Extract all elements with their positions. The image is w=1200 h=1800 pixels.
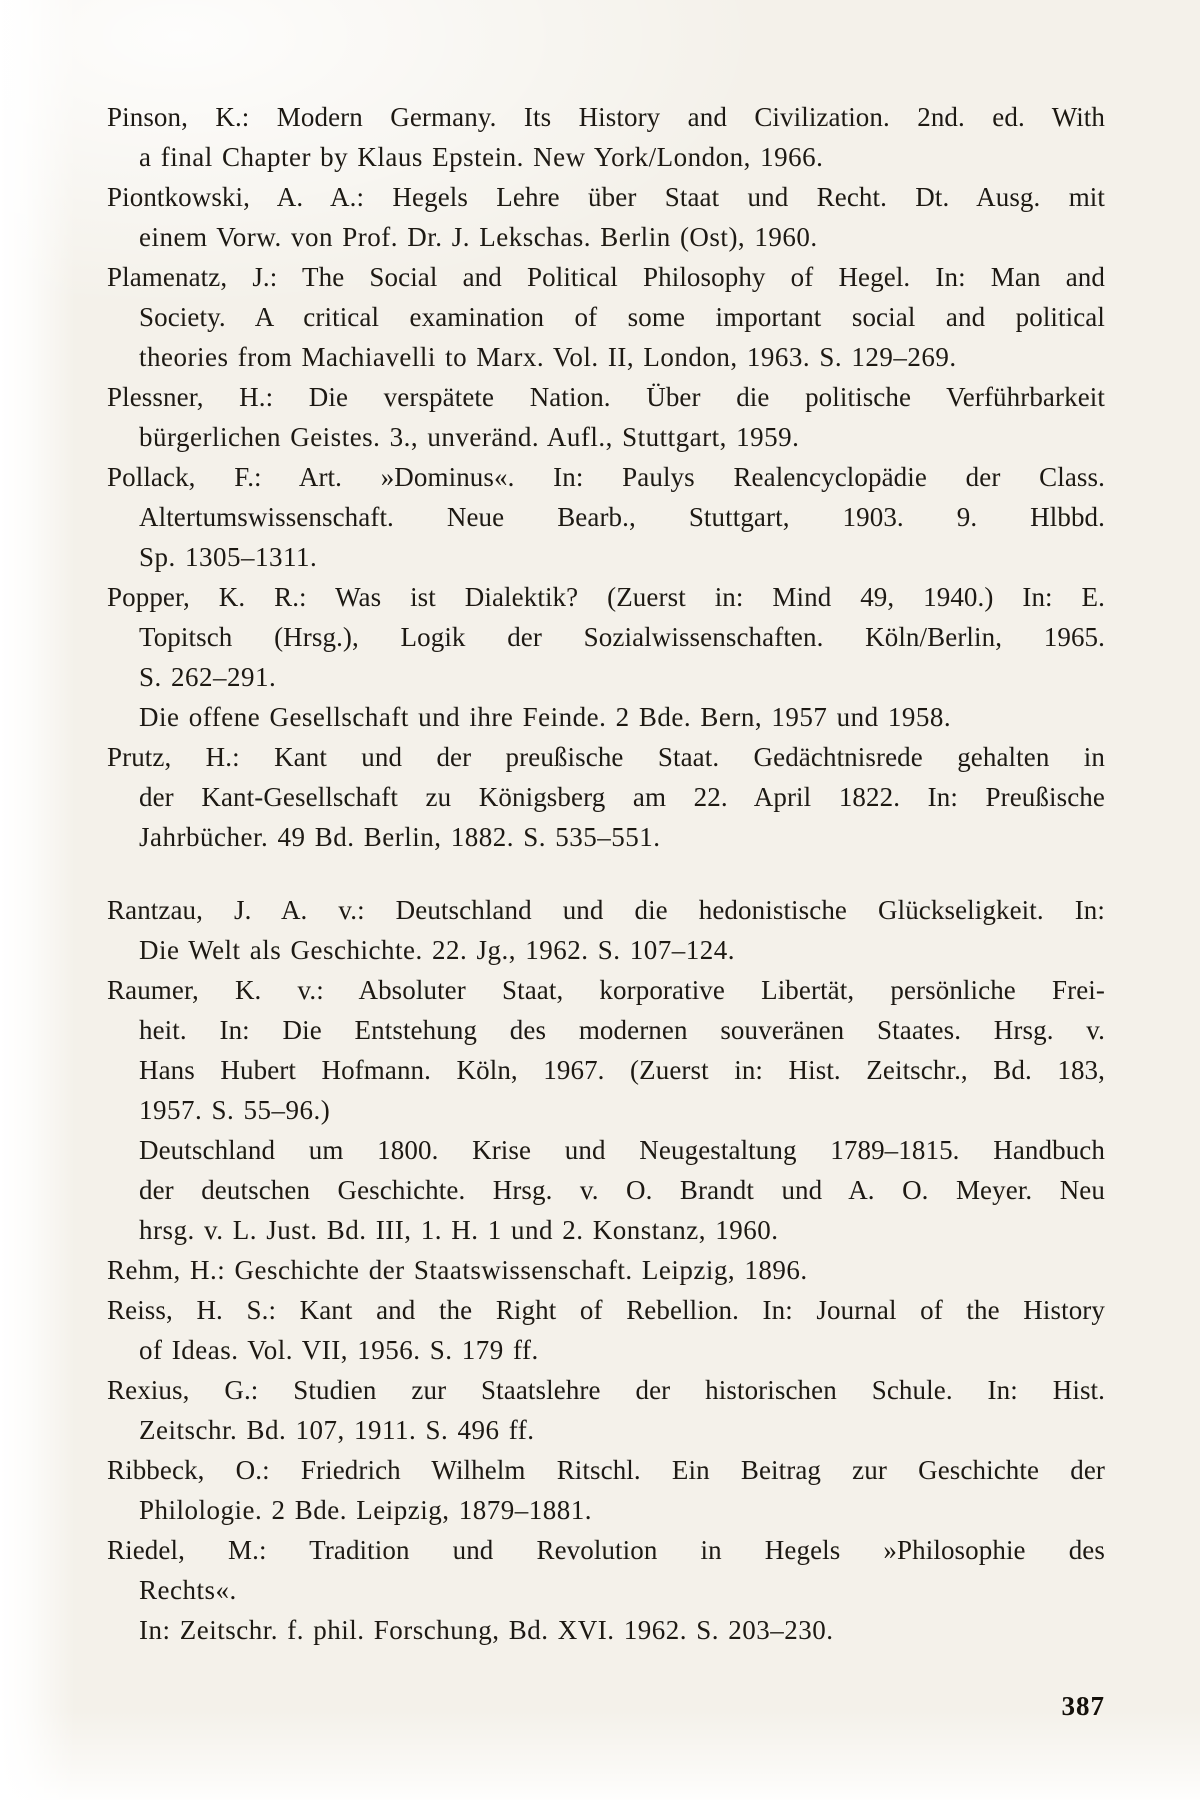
bibliography-entry <box>107 377 1105 457</box>
bibliography-line: Rantzau, J. A. v.: Deutschland und die hedonistische Glückseligkeit. In: <box>107 895 1105 925</box>
bibliography-entry <box>107 737 1105 857</box>
bibliography-line: der Kant-Gesellschaft zu Königsberg am 22. April 1822. In: Preußische <box>139 782 1105 812</box>
page-number: 387 <box>1061 1691 1105 1721</box>
bibliography-entry <box>107 257 1105 377</box>
bibliography-entry <box>107 1130 1105 1250</box>
bibliography-line: Sp. 1305–1311. <box>139 542 318 572</box>
bibliography-line: Die offene Gesellschaft und ihre Feinde. 2 Bde. Bern, 1957 und 1958. <box>139 702 952 732</box>
bibliography-entry <box>107 697 1105 737</box>
bibliography-line: Jahrbücher. 49 Bd. Berlin, 1882. S. 535–551. <box>139 822 661 852</box>
bibliography-entry <box>107 1450 1105 1530</box>
bibliography-line: a final Chapter by Klaus Epstein. New York/London, 1966. <box>139 142 824 172</box>
bibliography-line: Pinson, K.: Modern Germany. Its History and Civilization. 2nd. ed. With <box>107 102 1105 132</box>
bibliography-line: Reiss, H. S.: Kant and the Right of Rebellion. In: Journal of the History <box>107 1295 1105 1325</box>
bibliography-line: Hans Hubert Hofmann. Köln, 1967. (Zuerst in: Hist. Zeitschr., Bd. 183, <box>139 1055 1105 1085</box>
bibliography-entry <box>107 177 1105 257</box>
bibliography-line: Society. A critical examination of some important social and political <box>139 302 1105 332</box>
bibliography-line: einem Vorw. von Prof. Dr. J. Lekschas. Berlin (Ost), 1960. <box>139 222 818 252</box>
bibliography-line: S. 262–291. <box>139 662 277 692</box>
bibliography-line: bürgerlichen Geistes. 3., unveränd. Aufl., Stuttgart, 1959. <box>139 422 800 452</box>
bibliography-entry <box>107 457 1105 577</box>
bibliography-line: Philologie. 2 Bde. Leipzig, 1879–1881. <box>139 1495 592 1525</box>
bibliography-list <box>107 97 1105 1650</box>
bibliography-line: Rehm, H.: Geschichte der Staatswissenschaft. Leipzig, 1896. <box>107 1255 808 1285</box>
bibliography-line: Rechts«. <box>139 1575 237 1605</box>
bibliography-line: Riedel, M.: Tradition und Revolution in Hegels »Philosophie des <box>107 1535 1105 1565</box>
bibliography-line: theories from Machiavelli to Marx. Vol. II, London, 1963. S. 129–269. <box>139 342 957 372</box>
bibliography-line: hrsg. v. L. Just. Bd. III, 1. H. 1 und 2. Konstanz, 1960. <box>139 1215 779 1245</box>
bibliography-line: Raumer, K. v.: Absoluter Staat, korporative Libertät, persönliche Frei- <box>107 975 1105 1005</box>
bibliography-line: Plessner, H.: Die verspätete Nation. Über die politische Verführbarkeit <box>107 382 1105 412</box>
bibliography-line: Popper, K. R.: Was ist Dialektik? (Zuerst in: Mind 49, 1940.) In: E. <box>107 582 1105 612</box>
bibliography-entry <box>107 970 1105 1130</box>
bibliography-line: 1957. S. 55–96.) <box>139 1095 331 1125</box>
bibliography-line: heit. In: Die Entstehung des modernen souveränen Staates. Hrsg. v. <box>139 1015 1105 1045</box>
bibliography-line: der deutschen Geschichte. Hrsg. v. O. Brandt und A. O. Meyer. Neu <box>139 1175 1105 1205</box>
bibliography-line: In: Zeitschr. f. phil. Forschung, Bd. XVI. 1962. S. 203–230. <box>139 1615 834 1645</box>
bibliography-line: Plamenatz, J.: The Social and Political Philosophy of Hegel. In: Man and <box>107 262 1105 292</box>
bibliography-line: Piontkowski, A. A.: Hegels Lehre über Staat und Recht. Dt. Ausg. mit <box>107 182 1105 212</box>
bibliography-entry <box>107 97 1105 177</box>
bibliography-line: of Ideas. Vol. VII, 1956. S. 179 ff. <box>139 1335 539 1365</box>
bibliography-entry <box>107 1370 1105 1450</box>
bibliography-line: Pollack, F.: Art. »Dominus«. In: Paulys Realencyclopädie der Class. <box>107 462 1105 492</box>
bibliography-line: Topitsch (Hrsg.), Logik der Sozialwissenschaften. Köln/Berlin, 1965. <box>139 622 1105 652</box>
bibliography-line: Prutz, H.: Kant und der preußische Staat. Gedächtnisrede gehalten in <box>107 742 1105 772</box>
bibliography-entry <box>107 1250 1105 1290</box>
bibliography-entry <box>107 1530 1105 1650</box>
bibliography-entry <box>107 577 1105 697</box>
bibliography-line: Zeitschr. Bd. 107, 1911. S. 496 ff. <box>139 1415 535 1445</box>
bibliography-line: Altertumswissenschaft. Neue Bearb., Stuttgart, 1903. 9. Hlbbd. <box>139 502 1105 532</box>
bibliography-line: Ribbeck, O.: Friedrich Wilhelm Ritschl. Ein Beitrag zur Geschichte der <box>107 1455 1105 1485</box>
bibliography-line: Rexius, G.: Studien zur Staatslehre der historischen Schule. In: Hist. <box>107 1375 1105 1405</box>
bibliography-line: Deutschland um 1800. Krise und Neugestaltung 1789–1815. Handbuch <box>139 1135 1105 1165</box>
bibliography-line: Die Welt als Geschichte. 22. Jg., 1962. S. 107–124. <box>139 935 736 965</box>
bibliography-entry <box>107 1290 1105 1370</box>
bibliography-entry <box>107 890 1105 970</box>
